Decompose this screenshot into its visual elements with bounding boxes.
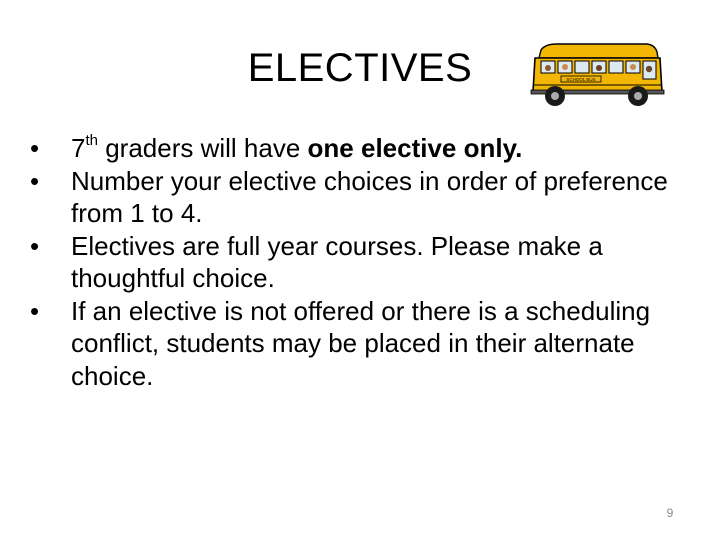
bullet-1-bold-text: one elective only. (307, 133, 523, 163)
bullet-item-3 (30, 230, 690, 295)
bullet-2-text: Number your elective choices in order of preference from 1 to 4. (71, 165, 668, 228)
bullet-dot: • (30, 133, 40, 163)
bullet-dot: • (30, 165, 40, 196)
bullet-3-text: Electives are full year courses. Please make a thoughtful choice. (71, 230, 603, 293)
bullet-item-1 (30, 132, 690, 165)
bullet-4-text: If an elective is not offered or there is a scheduling conflict, students may be placed in their alternate choice. (71, 295, 651, 391)
bus-sign-text: SCHOOL BUS (566, 77, 596, 82)
bullet-dot: • (30, 295, 40, 326)
bullet-item-4 (30, 295, 690, 393)
bullet-1-number: 7 (71, 133, 86, 163)
bullet-1-superscript: th (85, 132, 98, 150)
bullet-1-text: graders will have (97, 133, 308, 163)
bullet-item-2 (30, 165, 690, 230)
school-bus-icon (527, 40, 667, 110)
bullet-dot: • (30, 230, 40, 261)
bullet-list (30, 132, 690, 392)
slide-title: ELECTIVES (247, 46, 473, 90)
page-number: 9 (666, 506, 674, 520)
